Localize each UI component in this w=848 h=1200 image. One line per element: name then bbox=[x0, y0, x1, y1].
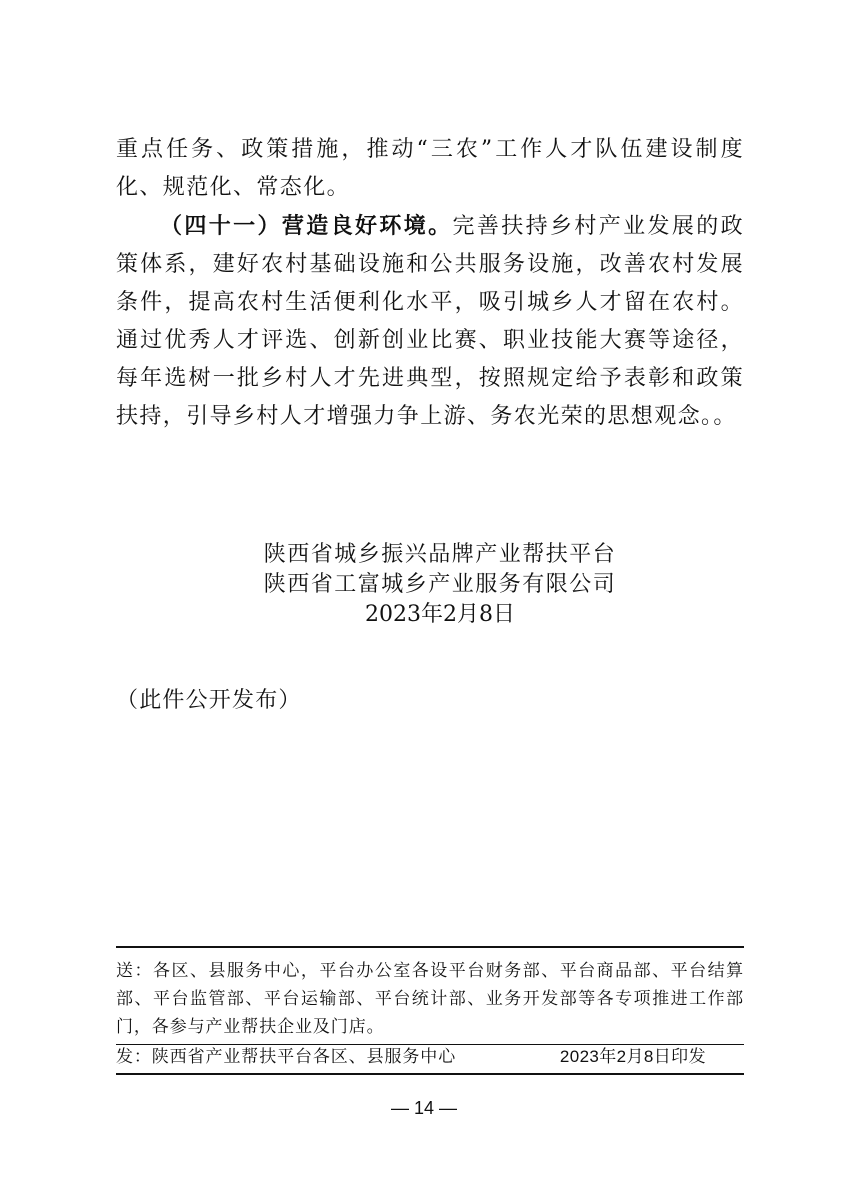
page-number: — 14 — bbox=[390, 1098, 458, 1118]
footer-rule-bottom bbox=[116, 1073, 744, 1075]
publication-notice: （此件公开发布） bbox=[116, 688, 302, 713]
footer-rule-top bbox=[116, 946, 744, 948]
signature-block bbox=[240, 540, 640, 630]
issue-line bbox=[116, 1042, 744, 1072]
paragraph-41-heading: （四十一）营造良好环境。 bbox=[160, 213, 453, 239]
issue-date: 2023年2月8日印发 bbox=[559, 1047, 706, 1066]
body-text bbox=[116, 131, 744, 436]
paragraph-41-text: 完善扶持乡村产业发展的政策体系，建好农村基础设施和公共服务设施，改善农村发展条件，提高农村生活便利化水平，吸引城乡人才留在农村。通过优秀人才评选、创新创业比赛、职业技能大赛等途径，每年选树一批乡村人才先进典型，按照规定给予表彰和政策扶持，引导乡村人才增强力争上游、务农光荣的思想观念。。 bbox=[116, 214, 744, 429]
paragraph-41 bbox=[116, 207, 744, 436]
signature-date: 2023年2月8日 bbox=[365, 602, 515, 627]
signature-org-1: 陕西省城乡振兴品牌产业帮扶平台 bbox=[263, 542, 617, 567]
signature-org-2: 陕西省工富城乡产业服务有限公司 bbox=[263, 572, 617, 597]
issuer: 发：陕西省产业帮扶平台各区、县服务中心 bbox=[116, 1047, 457, 1067]
paragraph-continuation: 重点任务、政策措施，推动“三农”工作人才队伍建设制度化、规范化、常态化。 bbox=[116, 137, 744, 200]
distribution-list: 送：各区、县服务中心，平台办公室各设平台财务部、平台商品部、平台结算部、平台监管部、平台运输部、平台统计部、业务开发部等各专项推进工作部门，各参与产业帮扶企业及门店。 bbox=[116, 961, 744, 1037]
